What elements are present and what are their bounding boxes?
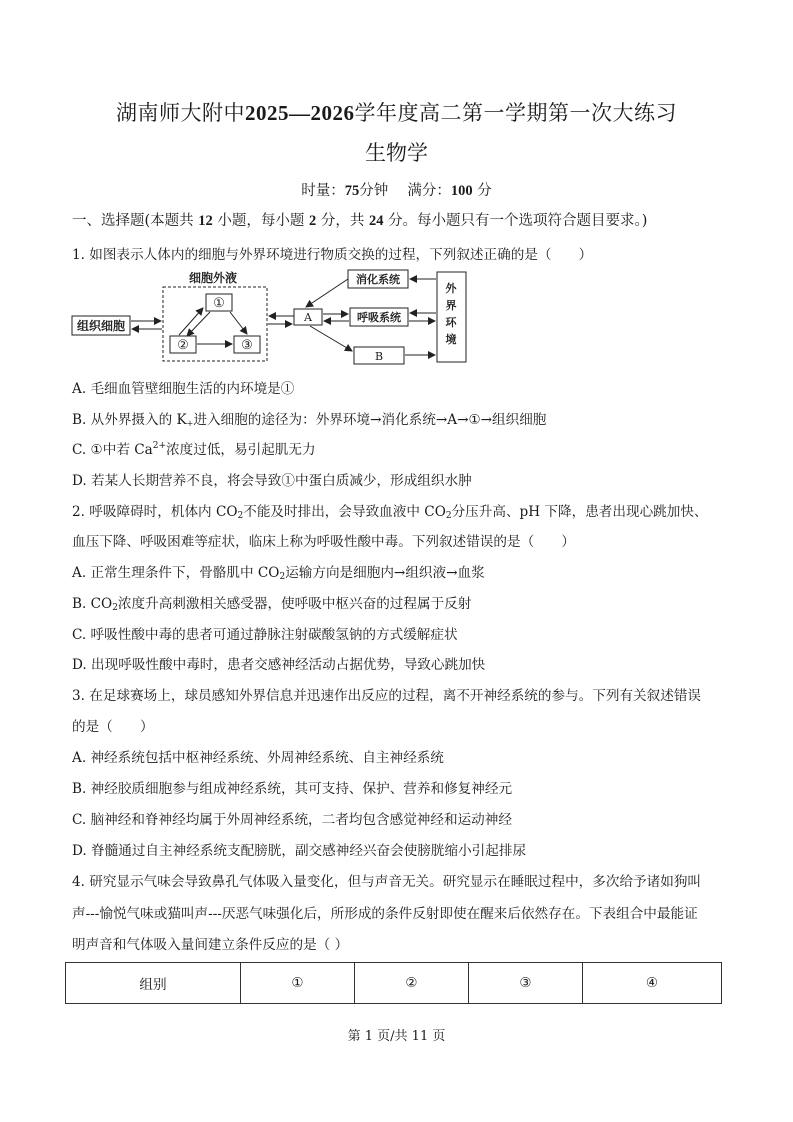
box-b-label: B <box>374 350 384 363</box>
table-row <box>66 963 722 1004</box>
extracellular-label: 细胞外液 <box>189 271 238 285</box>
digestive-label: 消化系统 <box>356 273 400 286</box>
q1-option-b: B. 从外界摄入的 $K_+$进入细胞的途径为：外界环境→消化系统→A→①→组织细胞 <box>72 412 547 428</box>
table-header-cell: ② <box>355 963 469 1004</box>
tissue-cell-label: 组织细胞 <box>76 319 126 333</box>
section-heading: 一、选择题(本题共 12 小题，每小题 2 分，共 24 分。每小题只有一个选项符合题目要求。) <box>72 213 648 229</box>
arrow-2-to-1 <box>179 308 203 335</box>
table-header-cell: 组别 <box>66 963 241 1004</box>
fluid-2-label: ② <box>177 338 189 353</box>
arrow-a-to-b <box>310 326 352 351</box>
q4-stem-line-1: 4. 研究显示气味会导致鼻孔气体吸入量变化，但与声音无关。研究显示在睡眠过程中，多次给予诸如狗叫 <box>72 874 702 890</box>
exam-meta: 时量：75分钟 满分：100 分 <box>301 183 492 199</box>
subject-title: 生物学 <box>365 141 428 165</box>
q2-stem-line-2: 血压下降、呼吸困难等症状，临床上称为呼吸性酸中毒。下列叙述错误的是（ ） <box>72 534 575 550</box>
box-a-label: A <box>304 311 312 324</box>
environment-label-1: 外 <box>445 282 457 295</box>
q1-option-d: D. 若某人长期营养不良，将会导致①中蛋白质减少，形成组织水肿 <box>72 473 472 489</box>
page-footer: 第 1 页/共 11 页 <box>347 1029 446 1044</box>
q1-stem: 1. 如图表示人体内的细胞与外界环境进行物质交换的过程，下列叙述正确的是（ ） <box>72 247 593 263</box>
q2-option-b: B. $CO_2$浓度升高刺激相关感受器，使呼吸中枢兴奋的过程属于反射 <box>72 596 472 613</box>
q2-option-d: D. 出现呼吸性酸中毒时，患者交感神经活动占据优势，导致心跳加快 <box>72 657 486 673</box>
arrow-1-to-2 <box>187 312 210 336</box>
table-header-cell: ① <box>241 963 355 1004</box>
q2-option-a: A. 正常生理条件下，骨骼肌中 $CO_2$运输方向是细胞内→组织液→血浆 <box>72 565 485 582</box>
q2-stem-line-1: 2. 呼吸障碍时，机体内 $CO_2$不能及时排出，会导致血液中 $CO_2$分压升高、pH 下降，患者出现心跳加快、 <box>72 504 708 521</box>
respiratory-label: 呼吸系统 <box>357 311 401 324</box>
q2-option-c: C. 呼吸性酸中毒的患者可通过静脉注射碳酸氢钠的方式缓解症状 <box>72 627 458 643</box>
q3-option-b: B. 神经胶质细胞参与组成神经系统，其可支持、保护、营养和修复神经元 <box>72 781 513 797</box>
table-header-cell: ③ <box>469 963 583 1004</box>
q3-stem-line-1: 3. 在足球赛场上，球员感知外界信息并迅速作出反应的过程，离不开神经系统的参与。下列有关叙述错误 <box>72 688 702 704</box>
arrow-1-to-3 <box>230 312 247 334</box>
q1-option-c: C. ①中若 $Ca^{2+}$浓度过低，易引起肌无力 <box>72 441 316 458</box>
q3-option-d: D. 脊髓通过自主神经系统支配膀胱，副交感神经兴奋会使膀胱缩小引起排尿 <box>72 843 527 859</box>
q1-option-a: A. 毛细血管壁细胞生活的内环境是① <box>72 381 295 397</box>
q4-stem-line-2: 声---愉悦气味或猫叫声---厌恶气味强化后，所形成的条件反射即使在醒来后依然存在。下表组合中最能证 <box>72 906 698 922</box>
q4-table <box>65 962 722 1004</box>
fluid-3-label: ③ <box>241 338 253 353</box>
q4-stem-line-3: 明声音和气体吸入量间建立条件反应的是（ ） <box>72 937 349 953</box>
environment-label-2: 界 <box>445 299 457 312</box>
fluid-1-label: ① <box>213 296 225 311</box>
q3-option-a: A. 神经系统包括中枢神经系统、外周神经系统、自主神经系统 <box>72 750 444 766</box>
q1-diagram <box>70 268 470 368</box>
environment-label-3: 环 <box>445 316 457 329</box>
q3-option-c: C. 脑神经和脊神经均属于外周神经系统，二者均包含感觉神经和运动神经 <box>72 812 512 828</box>
environment-label-4: 境 <box>445 333 457 346</box>
page-title: 湖南师大附中2025—2026学年度高二第一学期第一次大练习 <box>116 101 677 125</box>
arrow-digestive-to-a <box>306 279 348 307</box>
table-header-cell: ④ <box>583 963 722 1004</box>
q3-stem-line-2: 的是（ ） <box>72 719 154 735</box>
